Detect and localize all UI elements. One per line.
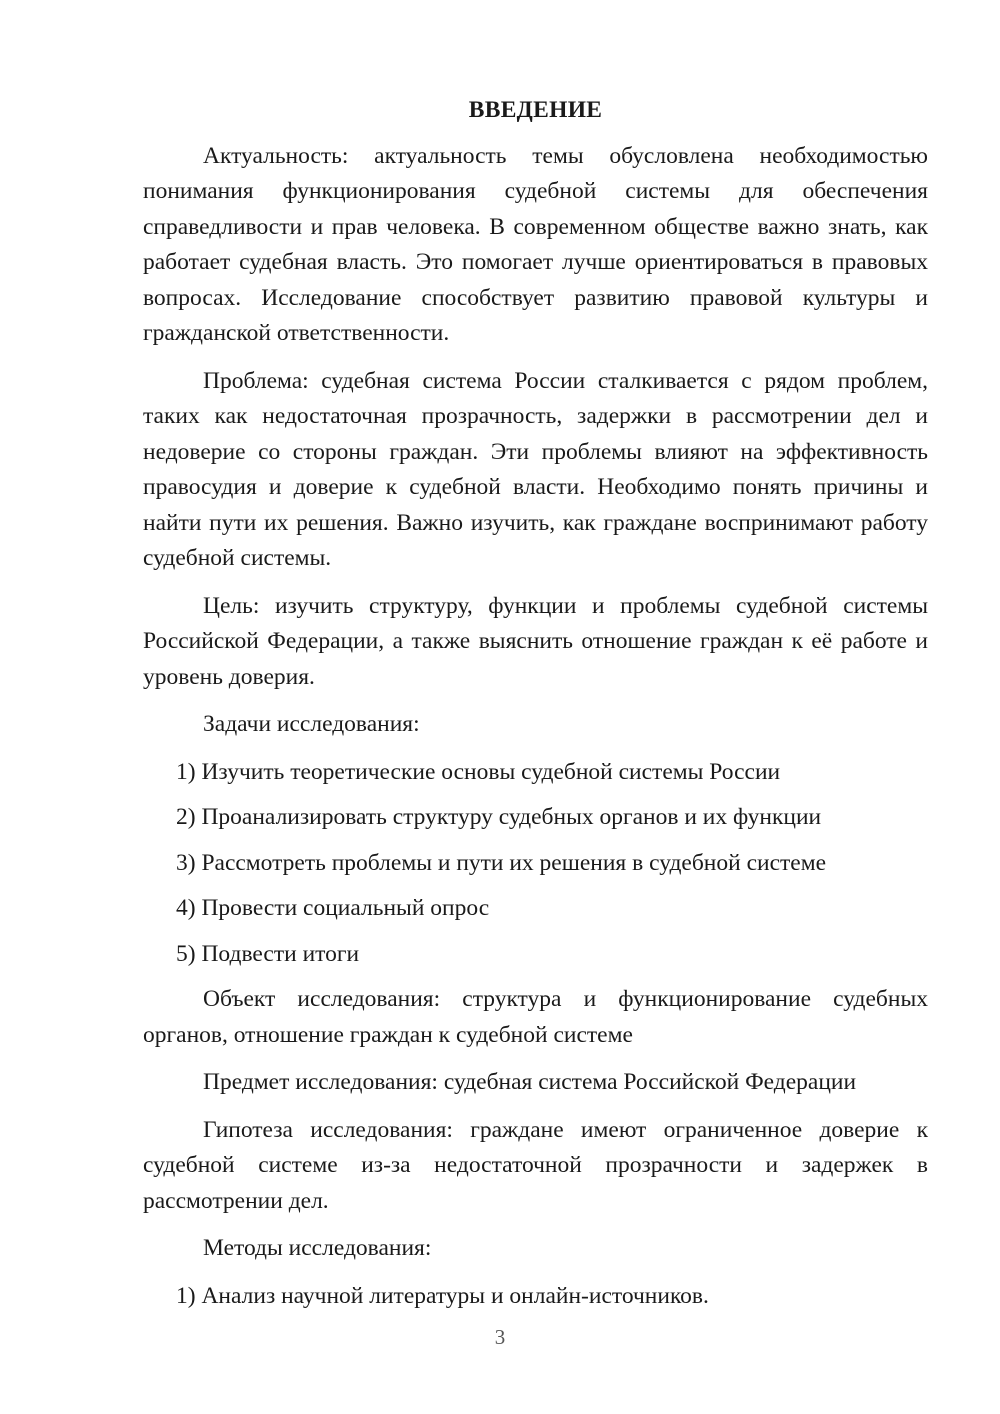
list-item: 1) Изучить теоретические основы судебной системы России [176, 758, 781, 785]
section-title: ВВЕДЕНИЕ [468, 97, 603, 123]
page-number: 3 [494, 1325, 506, 1349]
tasks-heading: Задачи исследования: [203, 711, 420, 737]
list-item: 1) Анализ научной литературы и онлайн-источников. [176, 1282, 709, 1309]
goal-paragraph: Цель: изучить структуру, функции и проблемы судебной системы Российской Федерации, а также выяснить отношение граждан к её работе и уровень доверия. [143, 592, 928, 690]
problem-paragraph: Проблема: судебная система России сталкивается с рядом проблем, таких как недостаточная прозрачность, задержки в рассмотрении дел и недоверие со стороны граждан. Эти проблемы влияют на эффективность правосудия и доверие к судебной власти. Необходимо понять причины и найти пути их решения. Важно изучить, как граждане воспринимают работу судебной системы. [143, 367, 928, 571]
list-item: 3) Рассмотреть проблемы и пути их решения в судебной системе [176, 849, 827, 876]
methods-list [143, 1279, 928, 1315]
hypothesis-paragraph: Гипотеза исследования: граждане имеют ограниченное доверие к судебной системе из-за недостаточной прозрачности и задержек в рассмотрении дел. [143, 1116, 928, 1214]
methods-heading: Методы исследования: [203, 1235, 432, 1261]
page-content [143, 93, 928, 1324]
list-item: 2) Проанализировать структуру судебных органов и их функции [176, 804, 822, 830]
list-item: 4) Провести социальный опрос [176, 895, 490, 921]
object-paragraph: Объект исследования: структура и функционирование судебных органов, отношение граждан к судебной системе [143, 986, 928, 1048]
subject-paragraph: Предмет исследования: судебная система Российской Федерации [203, 1069, 857, 1095]
relevance-paragraph: Актуальность: актуальность темы обусловлена необходимостью понимания функционирования судебной системы для обеспечения справедливости и прав человека. В современном обществе важно знать, как работает судебная власть. Это помогает лучше ориентироваться в правовых вопросах. Исследование способствует развитию правовой культуры и гражданской ответственности. [143, 142, 928, 346]
list-item: 5) Подвести итоги [176, 940, 360, 967]
tasks-list [143, 755, 928, 973]
